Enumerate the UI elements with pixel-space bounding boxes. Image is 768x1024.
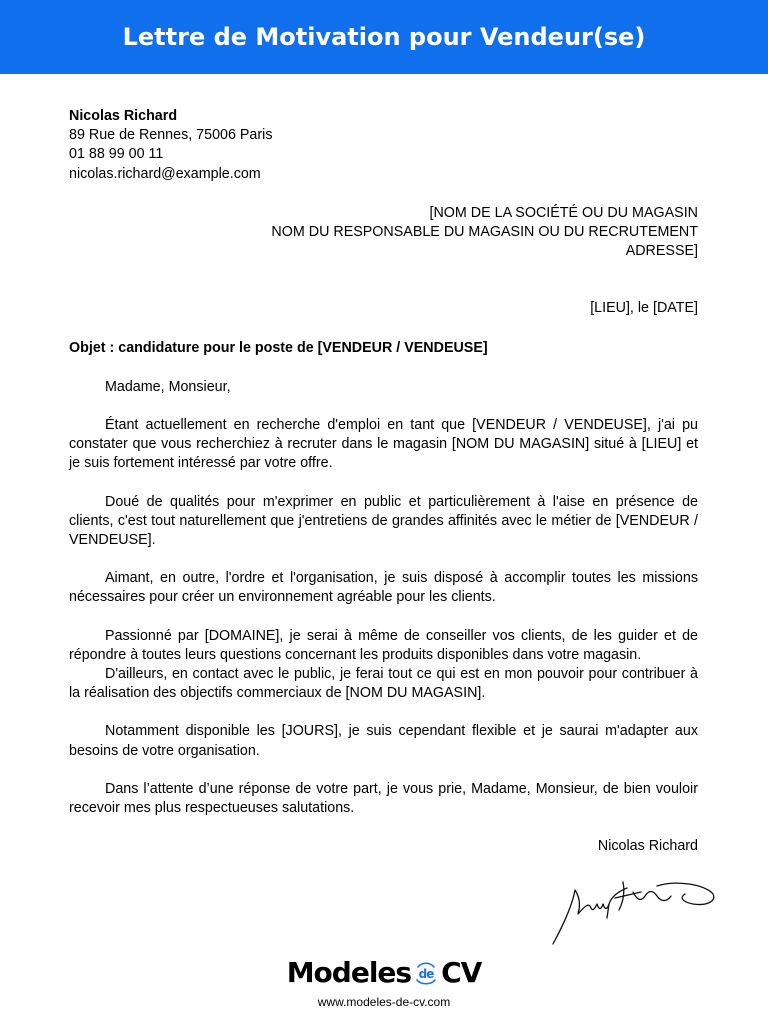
logo-de-icon <box>413 960 439 986</box>
paragraph-6: Notamment disponible les [JOURS], je suis cependant flexible et je saurai m'adapter aux besoins de votre organisation. <box>69 723 698 759</box>
paragraph-5: D'ailleurs, en contact avec le public, je ferai tout ce qui est en mon pouvoir pour contribuer à la réalisation des objectifs commerciaux de [NOM DU MAGASIN]. <box>69 666 698 702</box>
logo-text-left: Modeles <box>286 956 412 989</box>
letter-body <box>69 107 698 856</box>
handwritten-signature <box>545 868 720 948</box>
paragraph-3: Aimant, en outre, l'ordre et l'organisation, je suis disposé à accomplir toutes les missions nécessaires pour créer un environnement agréable pour les clients. <box>69 570 698 606</box>
paragraph-2: Doué de qualités pour m'exprimer en public et particulièrement à l'aise en présence de clients, c'est tout naturellement que j'entretiens de grandes affinités avec le métier de [VENDEUR / VENDEUSE]. <box>69 493 698 549</box>
sender-name: Nicolas Richard <box>69 108 178 124</box>
sender-block <box>69 107 698 184</box>
paragraph-7: Dans l’attente d’une réponse de votre part, je vous prie, Madame, Monsieur, de bien vouloir recevoir mes plus respectueuses salutations. <box>69 780 698 817</box>
sender-phone: 01 88 99 00 11 <box>69 146 164 163</box>
footer-url: www.modeles-de-cv.com <box>317 995 451 1009</box>
recipient-line-2: NOM DU RESPONSABLE DU MAGASIN OU DU RECRUTEMENT <box>271 224 698 241</box>
recipient-line-3: ADRESSE] <box>625 243 698 260</box>
brand-logo <box>0 956 768 989</box>
sender-email: nicolas.richard@example.com <box>69 165 261 182</box>
title-banner <box>0 0 768 74</box>
sender-address: 89 Rue de Rennes, 75006 Paris <box>69 127 273 144</box>
recipient-block <box>69 204 698 262</box>
page-title: Lettre de Motivation pour Vendeur(se) <box>122 23 646 51</box>
logo-text-right: CV <box>441 956 482 989</box>
signature-name: Nicolas Richard <box>597 838 698 855</box>
paragraph-1: Étant actuellement en recherche d'emploi en tant que [VENDEUR / VENDEUSE], j'ai pu constater que vous recherchiez à recruter dans le magasin [NOM DU MAGASIN] situé à [LIEU] et je suis fortement intéressé par votre offre. <box>69 417 698 472</box>
recipient-line-1: [NOM DE LA SOCIÉTÉ OU DU MAGASIN <box>429 204 698 221</box>
paragraph-4: Passionné par [DOMAINE], je serai à même de conseiller vos clients, de les guider et de répondre à toutes leurs questions concernant les produits disponibles dans votre magasin. <box>69 627 698 663</box>
place-date: [LIEU], le [DATE] <box>590 300 698 317</box>
logo-mark-text: de <box>418 967 434 981</box>
salutation: Madame, Monsieur, <box>105 378 231 395</box>
letter-subject: Objet : candidature pour le poste de [VENDEUR / VENDEUSE] <box>69 339 488 356</box>
